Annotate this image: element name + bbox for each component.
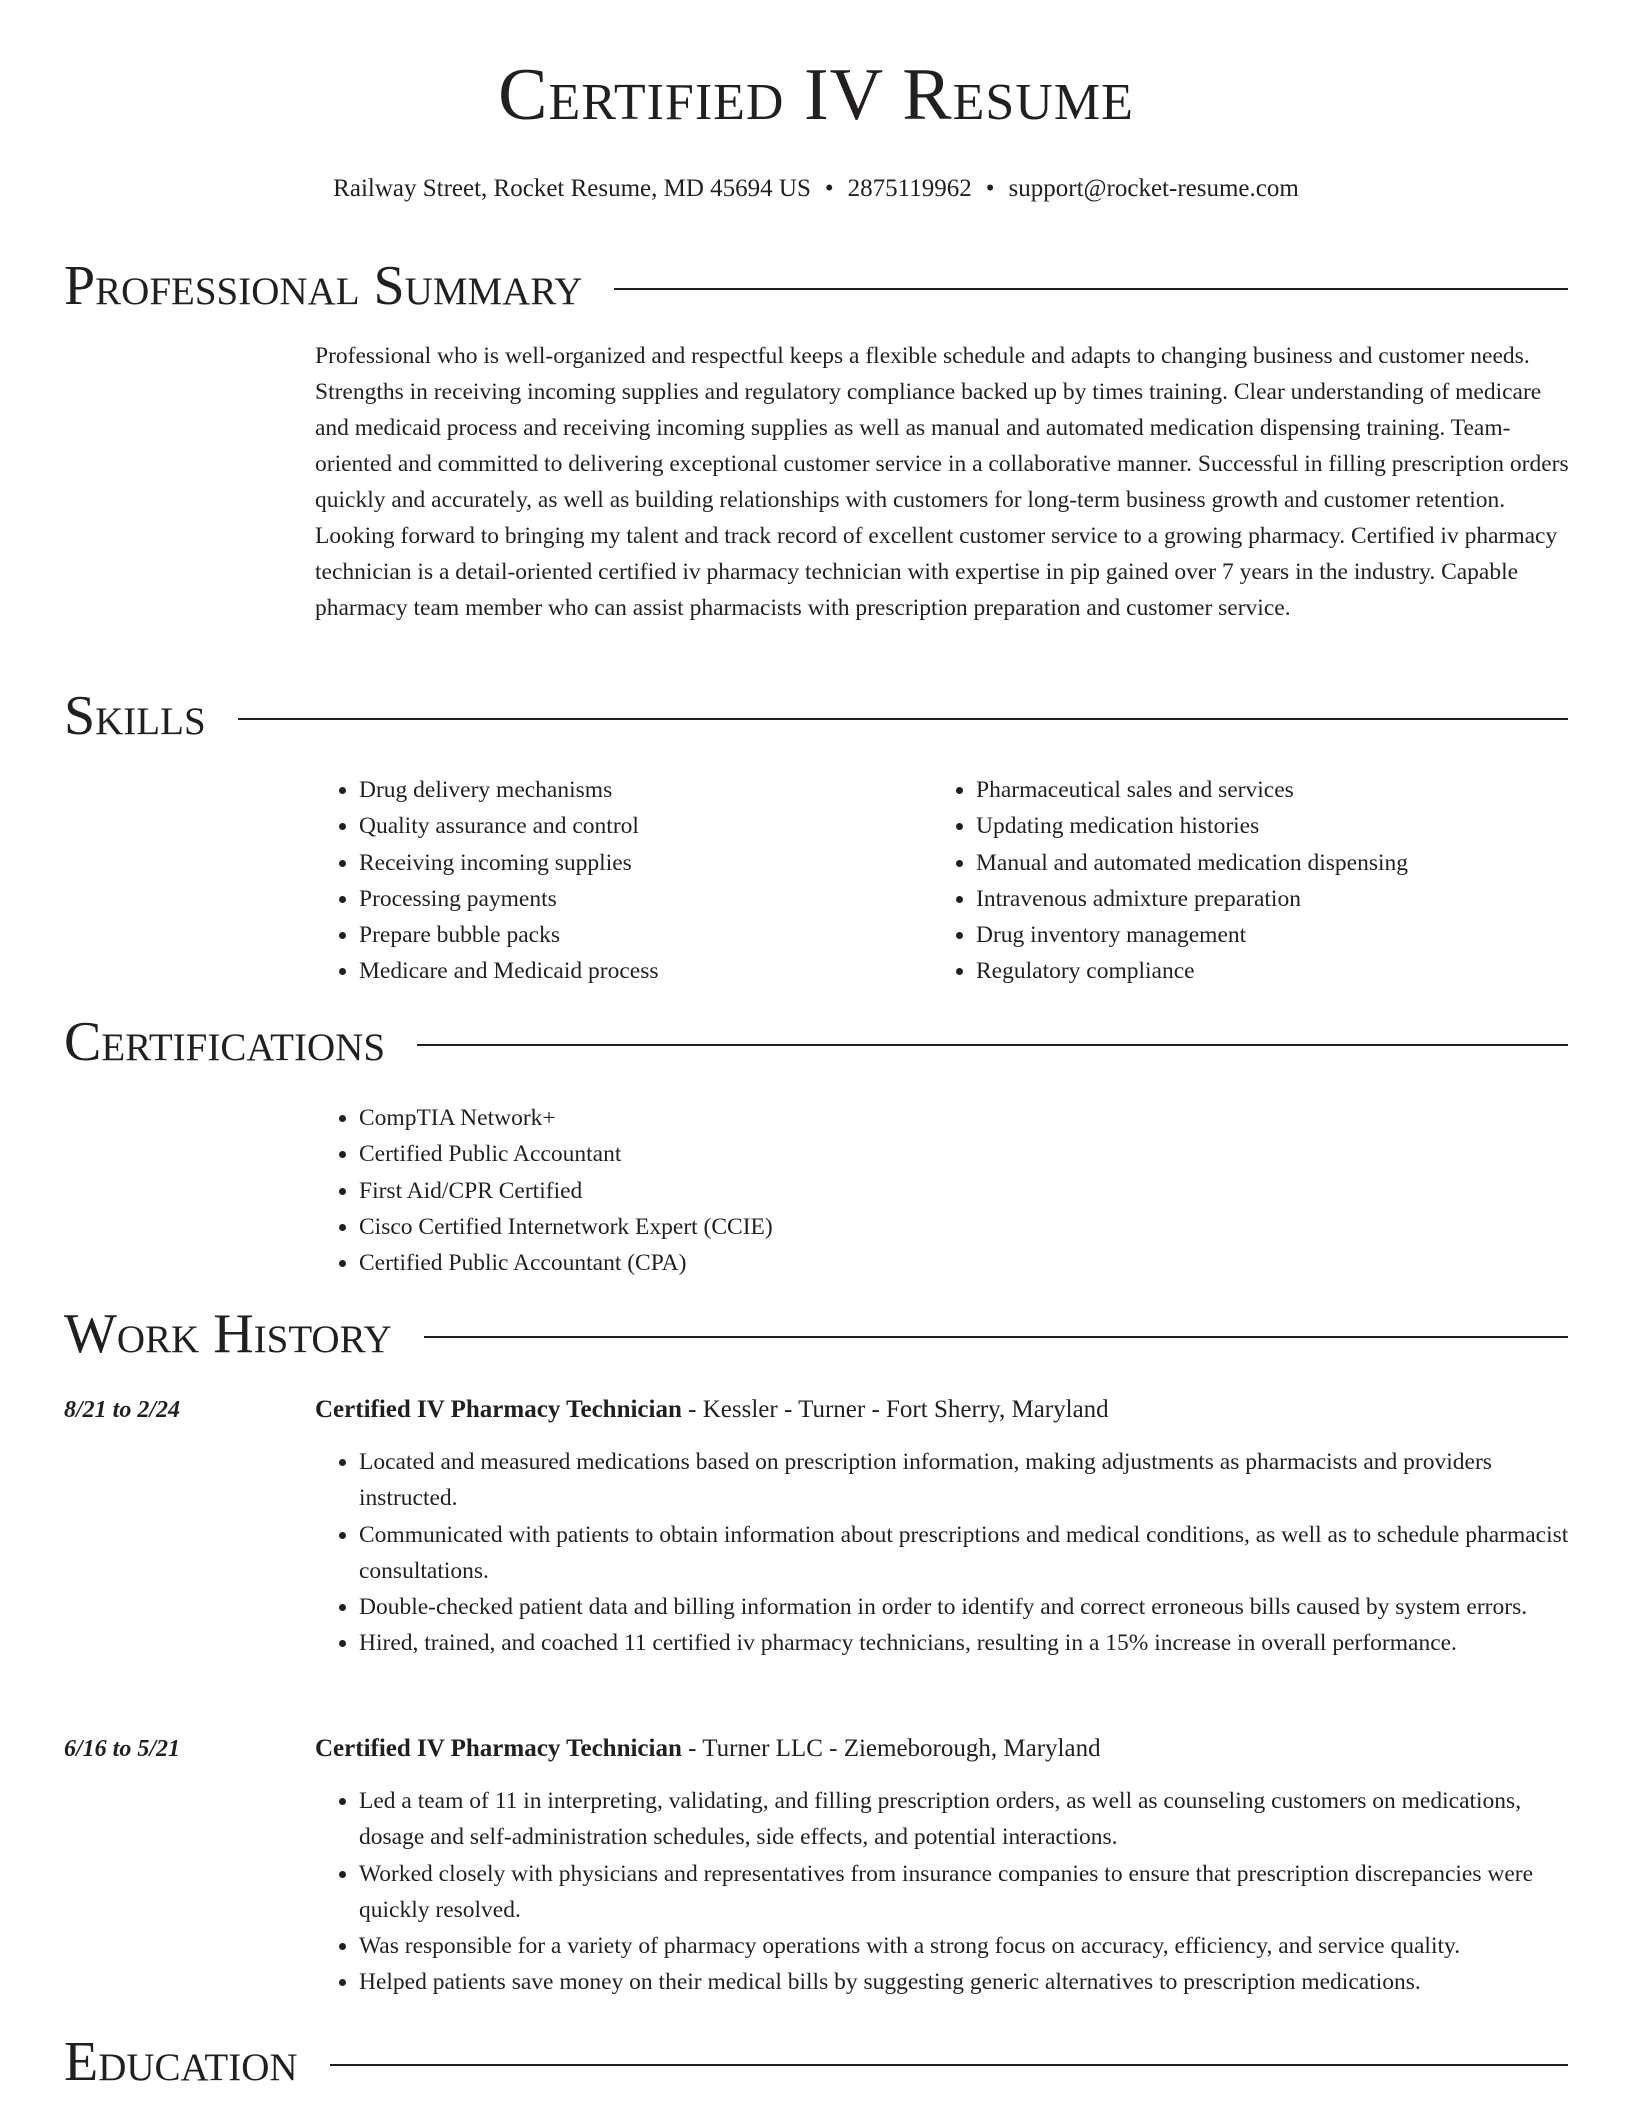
certification-item: • Certified Public Accountant (CPA) [359,1245,1570,1281]
job-duty-item: • Communicated with patients to obtain information about prescriptions and medical conditions, as well as to schedule pharmacist consultations. [359,1517,1570,1590]
skill-item: • Medicare and Medicaid process [359,953,915,989]
job-dates: 6/16 to 5/21 [64,1736,181,1762]
section-divider [330,2064,1568,2066]
job-duty-item: • Helped patients save money on their medical bills by suggesting generic alternatives to prescription medications. [359,1964,1570,2000]
job-employer-location: - Turner LLC - Ziemeborough, Maryland [681,1735,1101,1762]
skills-column-right [932,772,1572,990]
contact-separator: • [824,175,834,202]
skill-item: • Manual and automated medication dispensing [976,845,1572,881]
skills-heading: Skills [64,685,206,747]
work-history-heading: Work History [64,1303,392,1365]
summary-heading: Professional Summary [64,255,583,317]
certification-item: • First Aid/CPR Certified [359,1173,1570,1209]
skill-item: • Quality assurance and control [359,808,915,844]
certification-item: • CompTIA Network+ [359,1100,1570,1136]
job-duties [315,1444,1570,1662]
certifications-list [315,1100,1570,1281]
work-history-section-heading [64,1303,1568,1365]
contact-email: support@rocket-resume.com [1008,175,1299,202]
contact-phone: 2875119962 [847,175,972,202]
skill-item: • Drug inventory management [976,917,1572,953]
skill-item: • Drug delivery mechanisms [359,772,915,808]
skill-item: • Processing payments [359,881,915,917]
skill-item: • Regulatory compliance [976,953,1572,989]
skill-item: • Updating medication histories [976,808,1572,844]
certification-item: • Cisco Certified Internetwork Expert (CCIE) [359,1209,1570,1245]
job-duties [315,1783,1570,2001]
section-divider [614,288,1568,290]
certification-item: • Certified Public Accountant [359,1136,1570,1172]
job-dates: 8/21 to 2/24 [64,1397,181,1423]
summary-text: Professional who is well-organized and respectful keeps a flexible schedule and adapts to changing business and customer needs. Strengths in receiving incoming supplies and regulatory compliance backed up by times training. Clear understanding of medicare and medicaid process and receiving incoming supplies as well as manual and automated medication dispensing training. Team-oriented and committed to delivering exceptional customer service in a collaborative manner. Successful in filling prescription orders quickly and accurately, as well as building relationships with customers for long-term business growth and customer retention. Looking forward to bringing my talent and track record of excellent customer service to a growing pharmacy. Certified iv pharmacy technician is a detail-oriented certified iv pharmacy technician with expertise in pip gained over 7 years in the industry. Capable pharmacy team member who can assist pharmacists with prescription preparation and customer service. [315,343,1569,621]
section-divider [424,1336,1568,1338]
skill-item: • Prepare bubble packs [359,917,915,953]
section-divider [238,718,1568,720]
skill-item: • Intravenous admixture preparation [976,881,1572,917]
skills-column-left [315,772,915,990]
contact-separator: • [985,175,995,202]
job-employer-location: - Kessler - Turner - Fort Sherry, Maryland [681,1396,1109,1423]
summary-section-heading [64,255,1568,317]
job-duty-item: • Worked closely with physicians and representatives from insurance companies to ensure that prescription discrepancies were quickly resolved. [359,1856,1570,1929]
skill-item: • Pharmaceutical sales and services [976,772,1572,808]
education-heading: Education [64,2031,298,2093]
education-section-heading [64,2031,1568,2093]
resume-title: Certified IV Resume [498,54,1134,136]
skill-item: • Receiving incoming supplies [359,845,915,881]
contact-address: Railway Street, Rocket Resume, MD 45694 US [333,175,811,202]
skills-section-heading [64,685,1568,747]
job-title: Certified IV Pharmacy Technician [315,1396,682,1423]
job-header [315,1731,1101,1767]
job-duty-item: • Led a team of 11 in interpreting, validating, and filling prescription orders, as well as counseling customers on medications, dosage and self-administration schedules, side effects, and potential interactions. [359,1783,1570,1856]
certifications-section-heading [64,1011,1568,1073]
certifications-heading: Certifications [64,1011,386,1073]
contact-line [0,176,1632,201]
section-divider [417,1044,1568,1046]
job-header [315,1392,1109,1428]
job-duty-item: • Double-checked patient data and billing information in order to identify and correct erroneous bills caused by system errors. [359,1589,1570,1625]
job-duty-item: • Was responsible for a variety of pharmacy operations with a strong focus on accuracy, efficiency, and service quality. [359,1928,1570,1964]
job-duty-item: • Located and measured medications based on prescription information, making adjustments as pharmacists and providers instructed. [359,1444,1570,1517]
job-duty-item: • Hired, trained, and coached 11 certified iv pharmacy technicians, resulting in a 15% increase in overall performance. [359,1625,1570,1661]
job-title: Certified IV Pharmacy Technician [315,1735,682,1762]
